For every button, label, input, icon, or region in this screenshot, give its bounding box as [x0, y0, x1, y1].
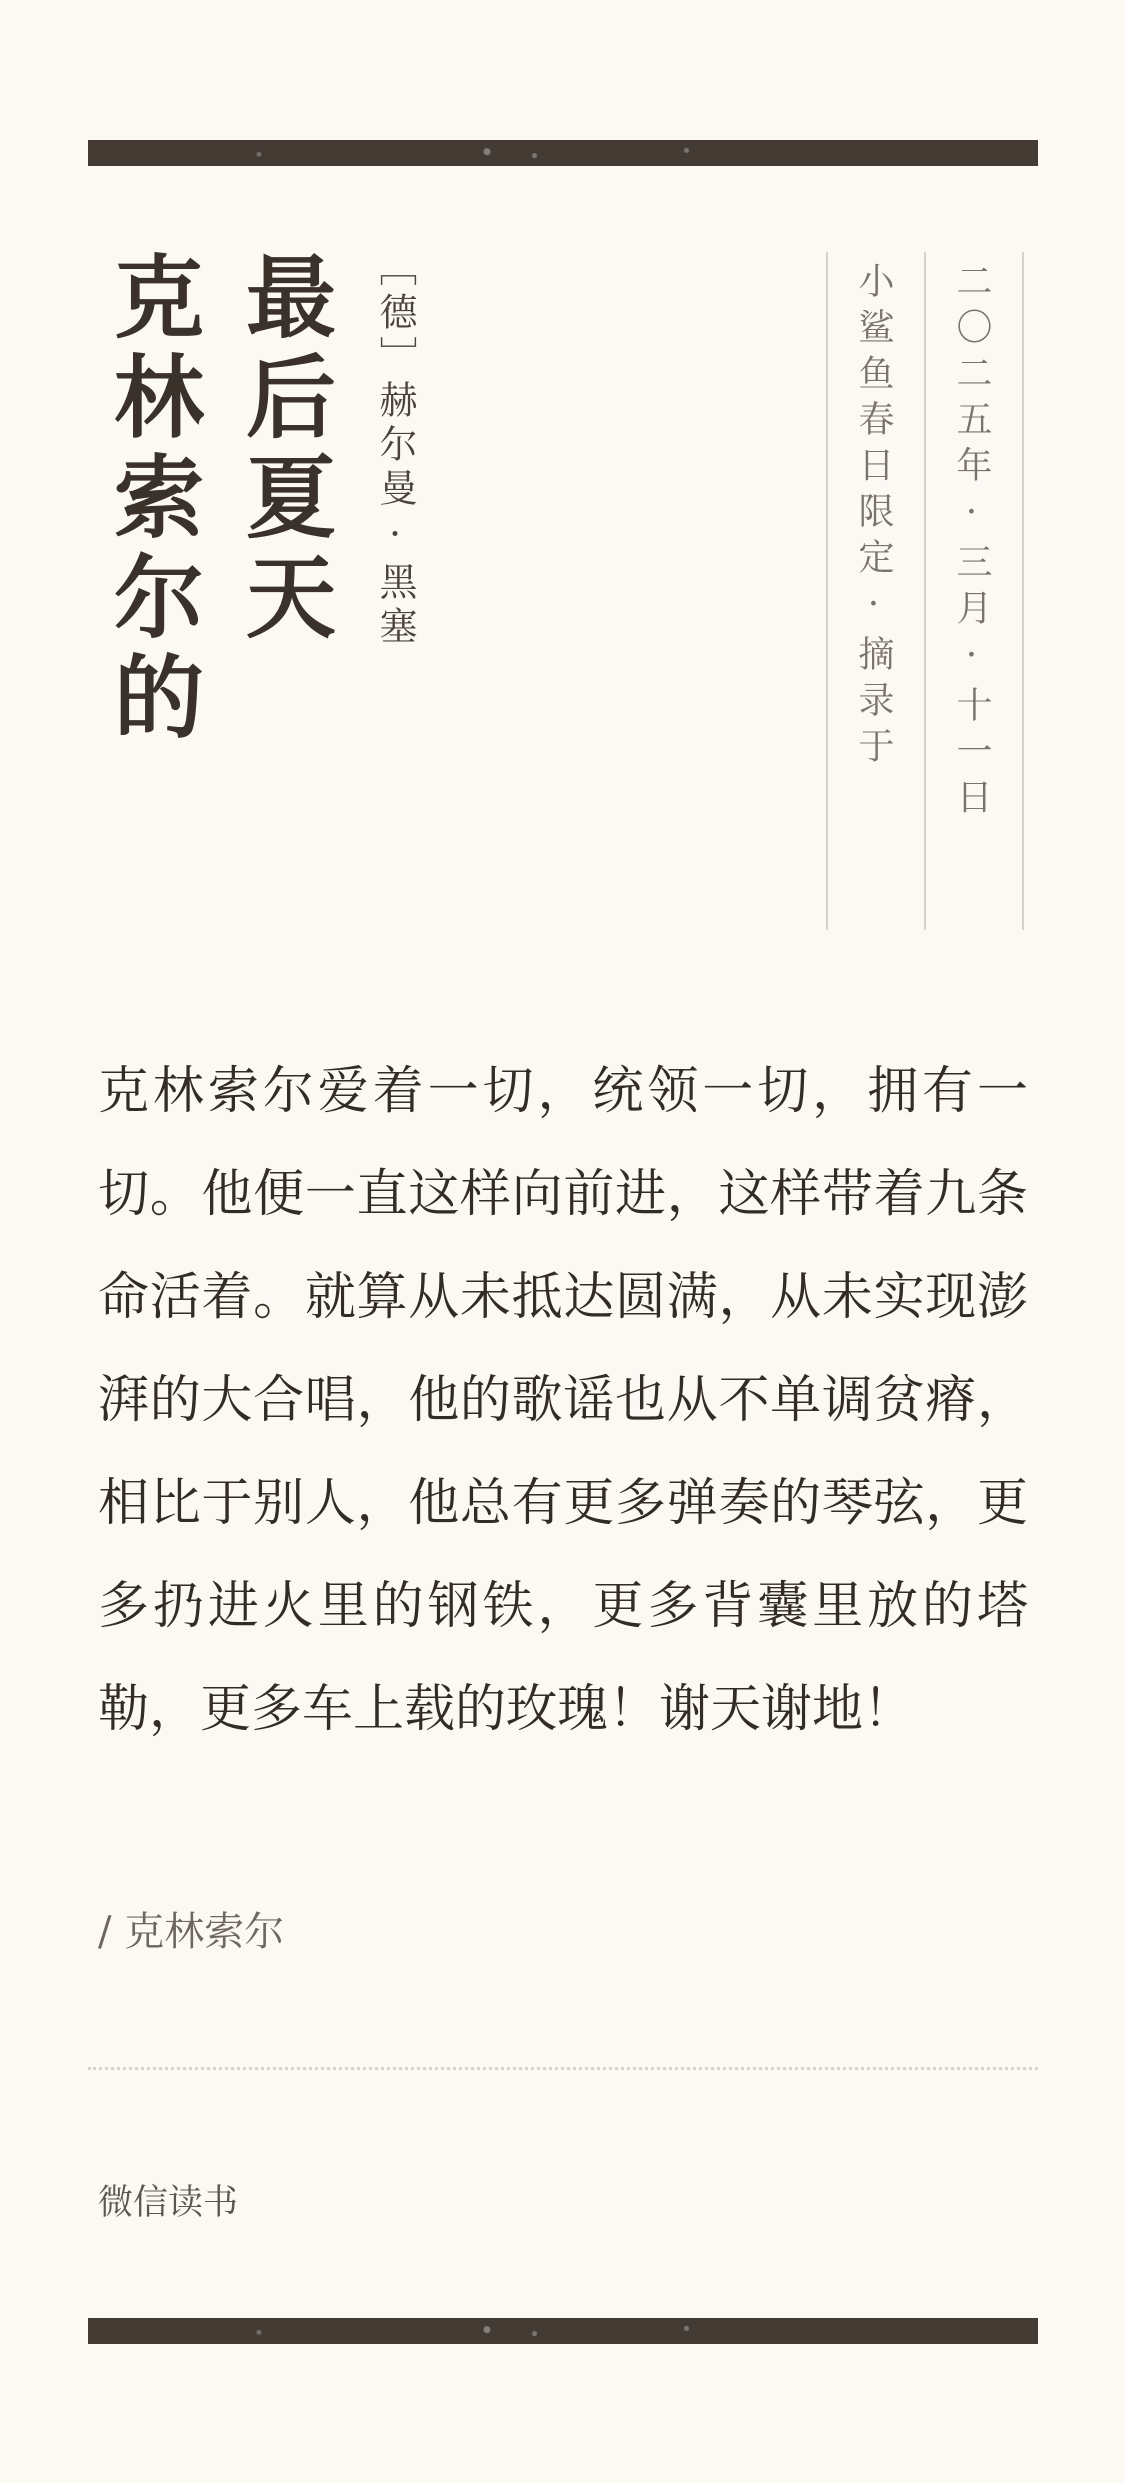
- brand-label: 微信读书: [98, 2183, 239, 2223]
- quote-text: 克林索尔爱着一切，统领一切，拥有一切。他便一直这样向前进，这样带着九条命活着。就算从未抵达圆满，从未实现澎湃的大合唱，他的歌谣也从不单调贫瘠，相比于别人，他总有更多弹奏的琴弦，更多扔进火里的钢铁，更多背囊里放的塔勒，更多车上载的玫瑰！谢天谢地！: [98, 1062, 1028, 1739]
- bottom-decorative-bar: [88, 2318, 1038, 2344]
- meta-rule-left: [826, 252, 828, 930]
- excerpt-edition: 小鲨鱼春日限定·摘录于: [853, 262, 894, 773]
- quote-source: / 克林索尔: [98, 1909, 285, 1955]
- book-title-line-1: 最后夏天: [230, 250, 336, 650]
- footer-divider: [88, 2067, 1038, 2070]
- book-title-line-2: 克林索尔的: [98, 250, 204, 750]
- excerpt-date: 二〇二五年·三月·十一日: [951, 262, 992, 824]
- top-decorative-bar: [88, 140, 1038, 166]
- book-author: ［德］赫尔曼·黑塞: [373, 248, 417, 650]
- meta-rule-middle: [924, 252, 926, 930]
- meta-rule-right: [1022, 252, 1024, 930]
